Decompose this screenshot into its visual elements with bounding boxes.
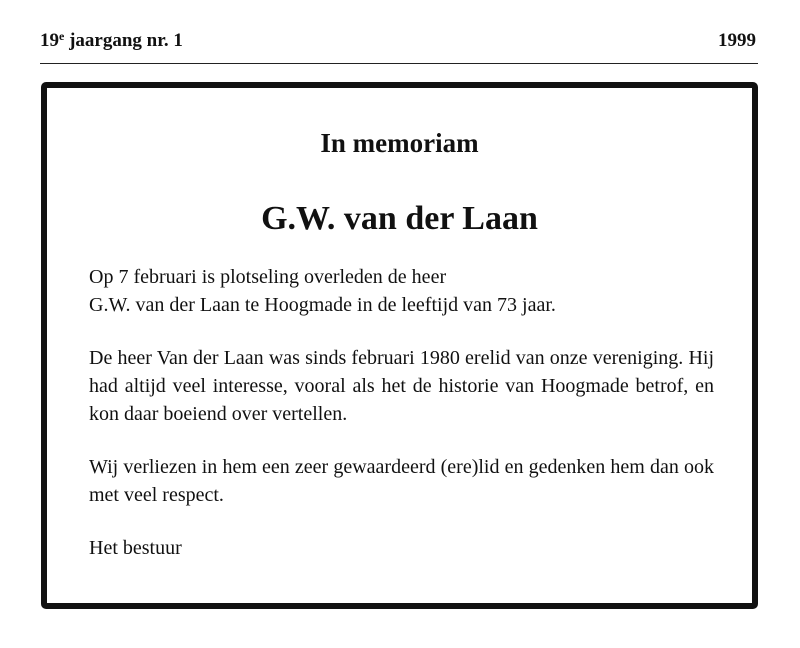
notice-title: In memoriam (320, 128, 479, 158)
notice-body (89, 263, 714, 587)
header-divider (40, 63, 758, 64)
issue-number: 19 (40, 30, 59, 51)
announcement-line-2: G.W. van der Laan te Hoogmade in de leeftijd van 73 jaar. (89, 294, 556, 316)
signature: Het bestuur (89, 537, 182, 559)
paragraph-biography: De heer Van der Laan was sinds februari 1980 erelid van onze vereniging. Hij had altijd veel interesse, vooral als het de historie van Hoogmade betrof, en kon daar boeiend over vertellen. (89, 347, 714, 425)
paragraph-announcement (89, 263, 714, 319)
issue-text: jaargang nr. 1 (64, 30, 183, 51)
paragraph-tribute: Wij verliezen in hem een zeer gewaardeerd (ere)lid en gedenken hem dan ook met veel respect. (89, 456, 714, 506)
deceased-name: G.W. van der Laan (261, 200, 538, 237)
year-label: 1999 (718, 30, 756, 51)
issue-suffix: e (59, 29, 65, 43)
announcement-line-1: Op 7 februari is plotseling overleden de heer (89, 266, 447, 288)
memorial-notice-box (41, 82, 758, 609)
issue-label (40, 30, 183, 52)
page-header (40, 30, 758, 58)
